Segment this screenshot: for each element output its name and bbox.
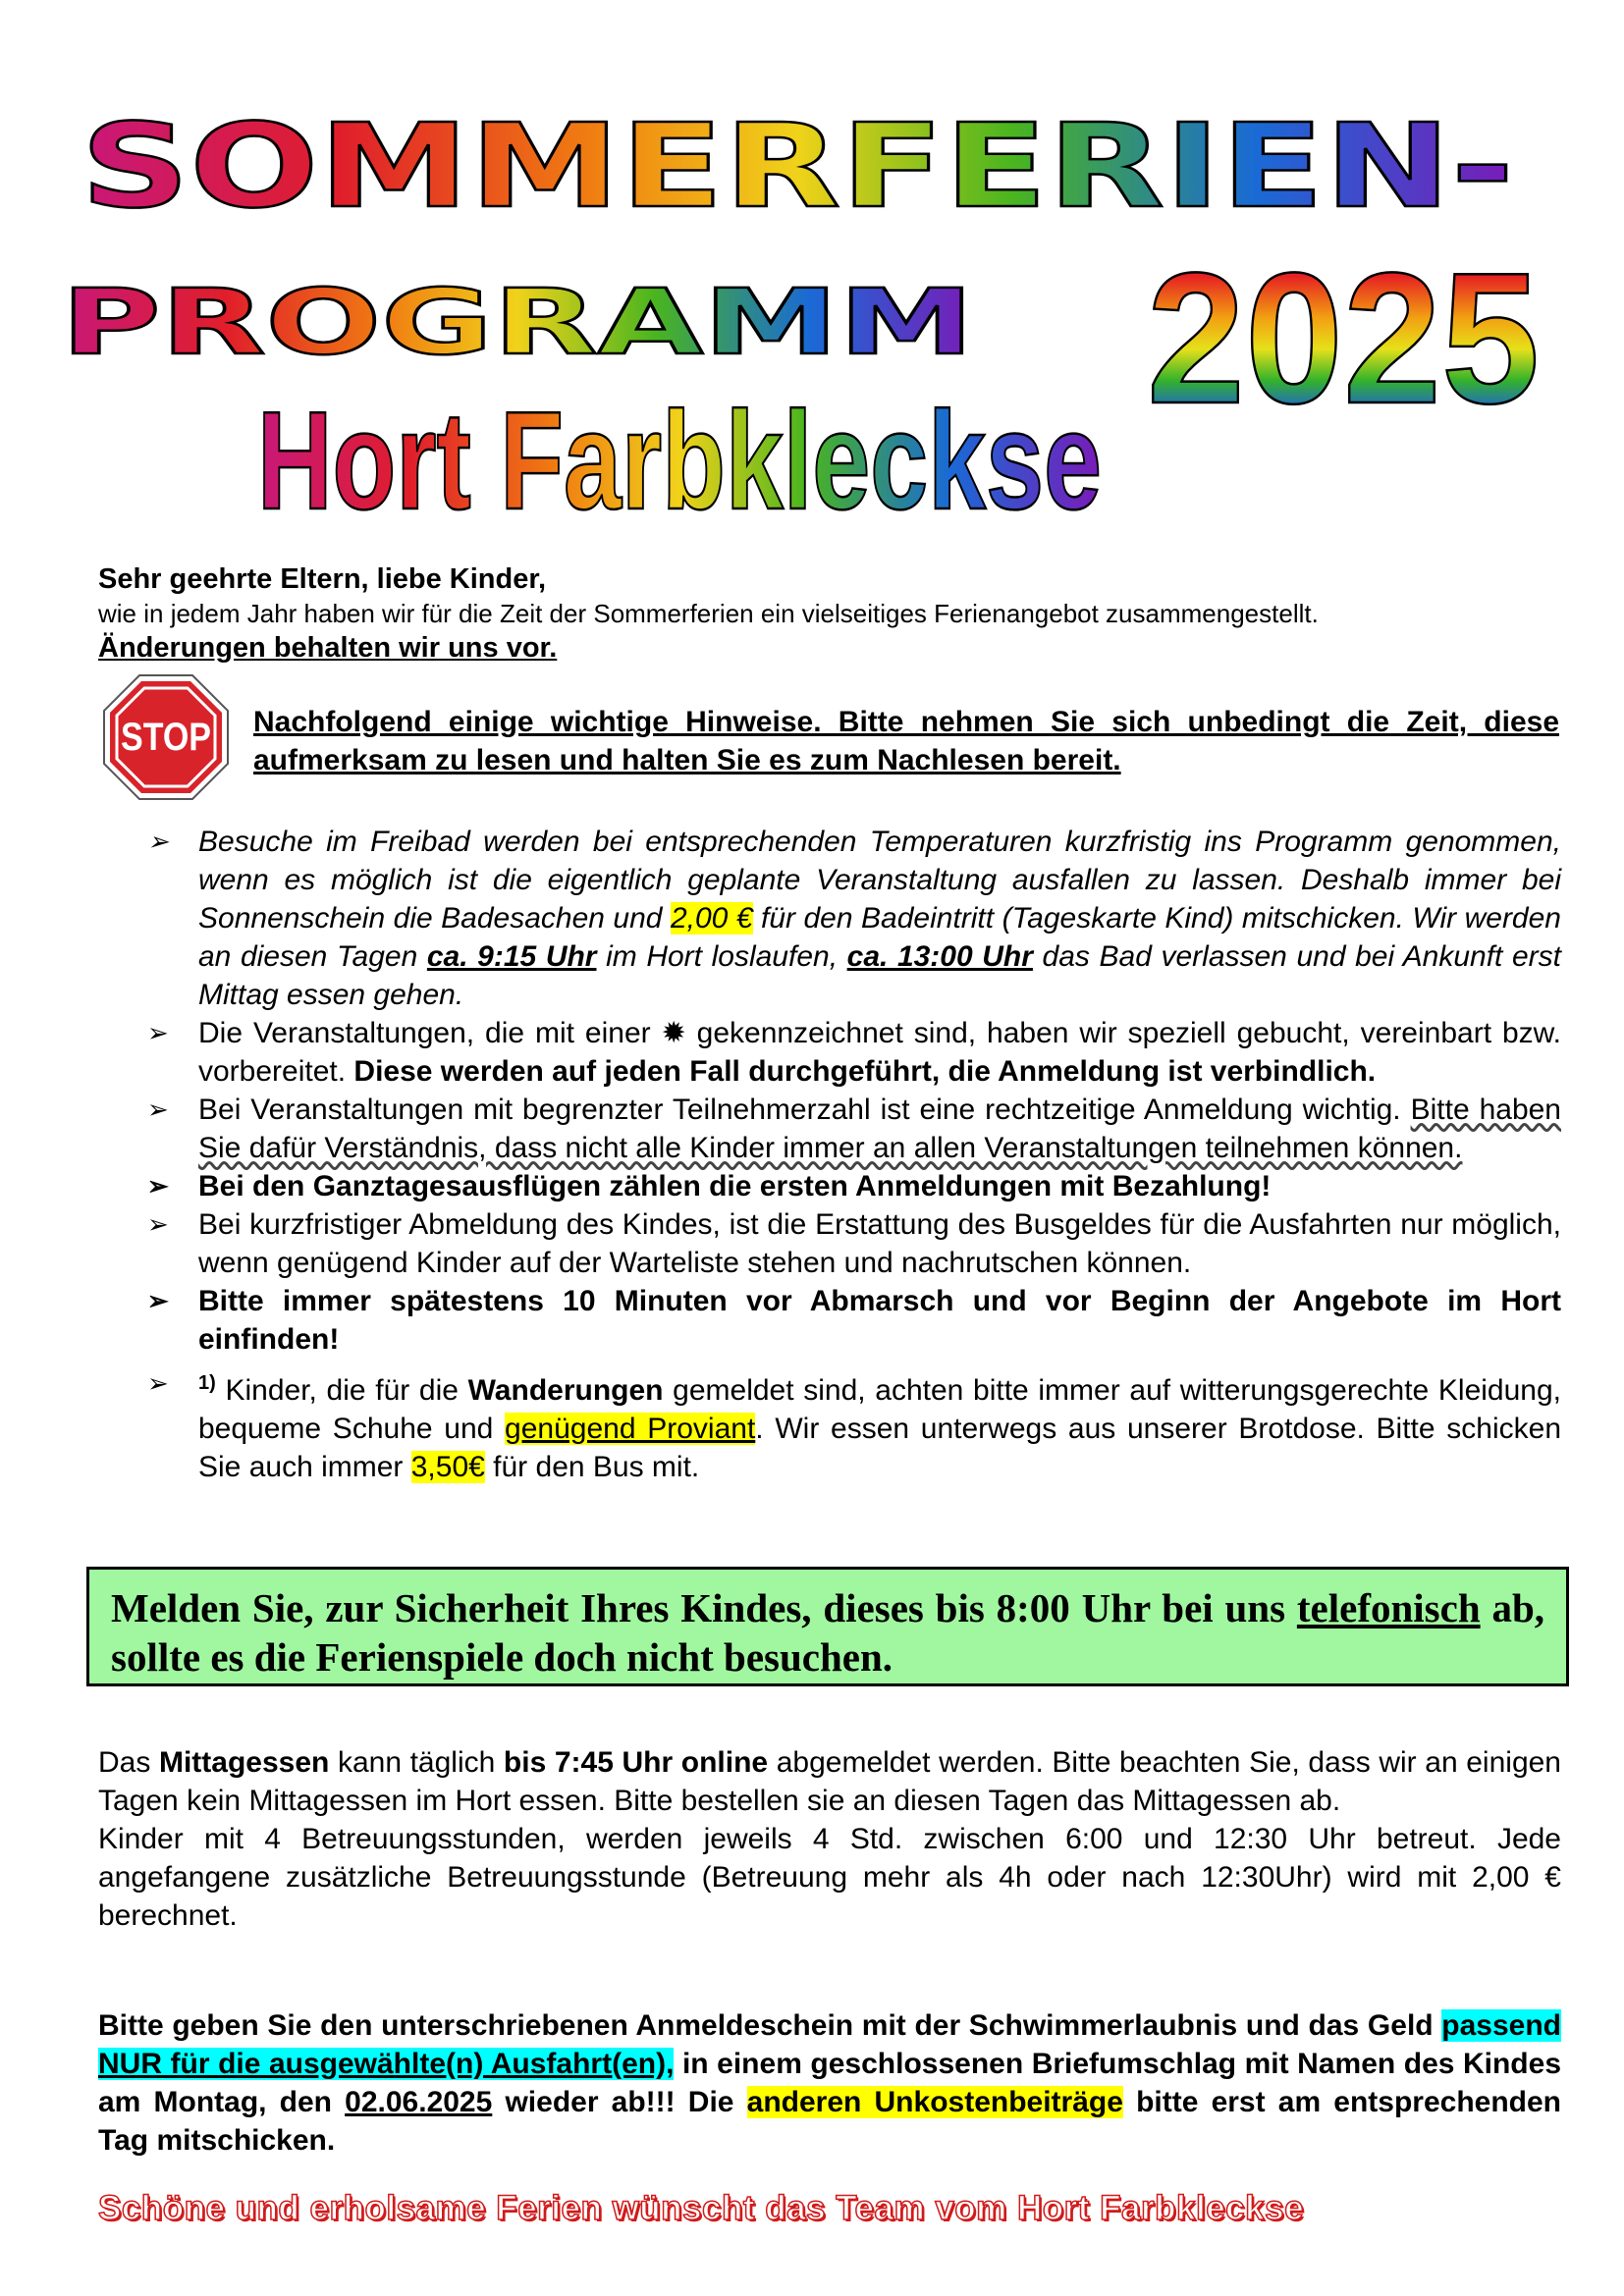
final-text: bitte erst am entsprechenden Tag mitschicken.: [98, 2086, 1561, 2157]
lunch-paragraph: [98, 1743, 1561, 1820]
title-line3: Hort Farbkleckse: [257, 383, 1102, 539]
footnote-marker: 1): [198, 1372, 216, 1394]
price-bus: 3,50€: [410, 1451, 485, 1483]
care-hours-paragraph: Kinder mit 4 Betreuungsstunden, werden jeweils 4 Std. zwischen 6:00 und 12:30 Uhr betreut. Jede angefangene zusätzliche Betreuungsstunde (Betreuung mehr als 4h oder nach 12:30Uhr) wird mit 2,00 € berechnet.: [98, 1823, 1561, 1932]
time-end: ca. 13:00 Uhr: [846, 940, 1033, 973]
bullet-text: für den Bus mit.: [484, 1451, 700, 1483]
changes-notice: Änderungen behalten wir uns vor.: [98, 632, 558, 664]
bullet-text: Die Veranstaltungen, die mit einer: [198, 1017, 662, 1049]
lunch-text: abgemeldet werden. Bitte beachten Sie, dass wir an einigen Tagen kein Mittagessen im Hort essen. Bitte bestellen sie an diesen Tagen das Mittagessen ab.: [98, 1746, 1561, 1817]
star-marker-icon: ✹: [661, 1017, 686, 1049]
bullet-text: Bitte immer spätestens 10 Minuten vor Abmarsch und vor Beginn der Angebote im Hort einfinden!: [198, 1285, 1561, 1356]
lunch-text: Das: [98, 1746, 159, 1779]
return-date: 02.06.2025: [345, 2086, 493, 2118]
bullet-bold-text: Wanderungen: [467, 1374, 664, 1407]
bullet-text: Kinder, die für die: [215, 1374, 468, 1407]
greeting: Sehr geehrte Eltern, liebe Kinder,: [98, 563, 547, 595]
title-line2: PROGRAMM: [61, 270, 974, 375]
bullet-text: gemeldet sind, achten bitte immer auf witterungsgerechte Kleidung, bequeme Schuhe und: [198, 1374, 1561, 1445]
final-text: Bitte geben Sie den unterschriebenen Anmeldeschein mit der Schwimmerlaubnis und das Geld: [98, 2009, 1442, 2042]
price-badeintritt: 2,00 €: [670, 902, 753, 934]
list-item: [147, 1167, 1561, 1205]
registration-instructions: [98, 2006, 1561, 2160]
phone-notice-box: [86, 1567, 1569, 1686]
bullet-text: Bei kurzfristiger Abmeldung des Kindes, ist die Erstattung des Busgeldes für die Ausfahrten nur möglich, wenn genügend Kinder auf der Warteliste stehen und nachrutschen können.: [198, 1208, 1561, 1279]
stop-notice: Nachfolgend einige wichtige Hinweise. Bitte nehmen Sie sich unbedingt die Zeit, diese aufmerksam zu lesen und halten Sie es zum Nachlesen bereit.: [253, 706, 1559, 776]
arrow-bullet-icon: ➢: [147, 1209, 169, 1239]
bullet-text: . Wir essen unterwegs aus unserer Brotdose. Bitte schicken Sie auch immer: [198, 1413, 1562, 1483]
notice-text: ab, sollte es die Ferienspiele doch nicht besuchen.: [111, 1585, 1544, 1680]
lunch-bold: Mittagessen: [158, 1746, 330, 1779]
hints-list: [147, 823, 1561, 1486]
final-yellow-highlight: anderen Unkostenbeiträge: [746, 2086, 1123, 2118]
list-item: [147, 1364, 1561, 1486]
title-year: 2025: [1147, 235, 1540, 443]
arrow-bullet-icon: ➢: [147, 1095, 169, 1124]
bullet-bold-text: Diese werden auf jeden Fall durchgeführt, die Anmeldung ist verbindlich.: [353, 1055, 1377, 1088]
notice-text: Melden Sie, zur Sicherheit Ihres Kindes, dieses bis 8:00 Uhr bei uns: [111, 1585, 1297, 1630]
final-highlight-underlined: NUR für die ausgewählte(n) Ausfahrt(en),: [98, 2048, 675, 2080]
time-start: ca. 9:15 Uhr: [426, 940, 597, 973]
arrow-bullet-icon: ➢: [147, 1368, 169, 1398]
arrow-bullet-icon: ➢: [147, 1171, 169, 1201]
stop-sign-text: STOP: [121, 716, 211, 759]
lunch-bold: bis 7:45 Uhr online: [503, 1746, 769, 1779]
bullet-text: für den Badeintritt (Tageskarte Kind) mitschicken. Wir werden an diesen Tagen: [198, 902, 1561, 973]
intro-text: wie in jedem Jahr haben wir für die Zeit der Sommerferien ein vielseitiges Ferienangebot zusammengestellt.: [98, 599, 1319, 628]
list-item: [147, 823, 1561, 1014]
bullet-text: Bei den Ganztagesausflügen zählen die ersten Anmeldungen mit Bezahlung!: [198, 1170, 1272, 1202]
final-text: in einem geschlossenen Briefumschlag mit Namen des Kindes am Montag, den: [98, 2048, 1562, 2118]
bullet-text: im Hort loslaufen,: [596, 940, 847, 973]
final-highlight: passend: [1441, 2009, 1561, 2042]
proviant-highlight: genügend Proviant: [505, 1413, 756, 1445]
bullet-text: gekennzeichnet sind, haben wir speziell gebucht, vereinbart bzw. vorbereitet.: [198, 1017, 1561, 1088]
lunch-info: [98, 1743, 1561, 1935]
title-block: [0, 0, 1624, 550]
arrow-bullet-icon: ➢: [147, 1286, 169, 1315]
list-item: [147, 1282, 1561, 1359]
list-item: [147, 1091, 1561, 1167]
lunch-text: kann täglich: [329, 1746, 504, 1779]
list-item: [147, 1205, 1561, 1282]
bullet-wavy-text: Bitte haben Sie dafür Verständnis, dass nicht alle Kinder immer an allen Veranstaltungen teilnehmen können.: [198, 1094, 1561, 1164]
stop-sign-icon: [102, 673, 230, 801]
bullet-text: das Bad verlassen und bei Ankunft erst Mittag essen gehen.: [198, 940, 1561, 1011]
footer-greeting: Schöne und erholsame Ferien wünscht das Team vom Hort Farbkleckse: [98, 2189, 1305, 2227]
bullet-text: Bei Veranstaltungen mit begrenzter Teilnehmerzahl ist eine rechtzeitige Anmeldung wichtig.: [198, 1094, 1411, 1126]
arrow-bullet-icon: ➢: [147, 827, 169, 856]
intro: [98, 561, 1561, 666]
notice-underlined: telefonisch: [1296, 1585, 1481, 1630]
bullet-text: Besuche im Freibad werden bei entsprechenden Temperaturen kurzfristig ins Programm genommen, wenn es möglich ist die eigentlich geplante Veranstaltung ausfallen zu lassen. Deshalb immer bei Sonnenschein die Badesachen und: [198, 826, 1561, 934]
arrow-bullet-icon: ➢: [147, 1018, 169, 1047]
final-text: wieder ab!!! Die: [492, 2086, 747, 2118]
list-item: [147, 1014, 1561, 1091]
title-line1: SOMMERFERIEN-: [81, 98, 1514, 234]
